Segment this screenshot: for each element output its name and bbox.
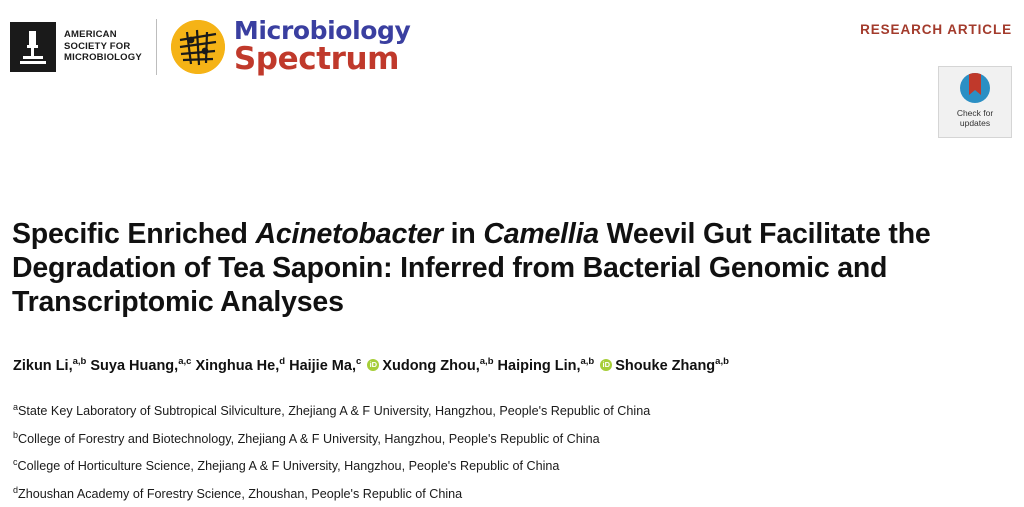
author-name-text: Xudong Zhou, [382, 357, 480, 374]
title-segment: Specific Enriched [12, 218, 256, 251]
affiliation-marker: c [13, 457, 18, 468]
journal-logo-word-spectrum: Spectrum [233, 41, 400, 77]
spectrum-emblem-icon [171, 20, 225, 74]
microscope-icon [10, 22, 56, 72]
author-name-text: Shouke Zhang [615, 357, 716, 374]
author-name-text: Xinghua He, [195, 357, 280, 374]
affiliation-marker: a [13, 402, 19, 412]
article-type-label: RESEARCH ARTICLE [860, 22, 1012, 37]
asm-logo-line1: AMERICAN [64, 29, 117, 41]
author-name-text: Haiping Lin, [497, 357, 581, 374]
author-affiliation-marker: a,b [715, 356, 729, 367]
affiliation-marker: b [13, 429, 19, 440]
author-name[interactable] [289, 358, 361, 374]
author-name[interactable] [195, 358, 285, 374]
author-list [13, 352, 1013, 376]
author-affiliation-marker: a,b [72, 356, 87, 367]
author-name-text: Zikun Li, [13, 357, 73, 374]
author-name[interactable] [13, 358, 86, 374]
affiliation-item [13, 396, 1013, 424]
crossmark-label-line2: updates [959, 118, 991, 128]
author-affiliation-marker: a,b [580, 356, 595, 367]
affiliation-text: State Key Laboratory of Subtropical Silviculture, Zhejiang A & F University, Hangzhou, People's Republic of China [18, 404, 651, 419]
journal-logo-text [234, 18, 411, 75]
affiliation-text: Zhoushan Academy of Forestry Science, Zhoushan, People's Republic of China [18, 487, 463, 502]
title-segment: Weevil Gut Facilitate the Degradation of Tea Saponin: Inferred from Bacterial Genomic and Transcriptomic Analyses [12, 218, 931, 319]
affiliation-text: College of Horticulture Science, Zhejiang A & F University, Hangzhou, People's Republic of China [17, 459, 560, 474]
author-name[interactable] [498, 358, 595, 374]
page-title [12, 217, 1012, 319]
asm-logo-line2: SOCIETY FOR [64, 40, 131, 52]
author-affiliation-marker: c [355, 356, 362, 367]
author-affiliation-marker: a,c [178, 356, 192, 367]
affiliation-list [13, 396, 1013, 507]
journal-logo-word-microbiology: Microbiology [233, 16, 411, 45]
author-name[interactable] [382, 358, 493, 374]
crossmark-label-line1: Check for [956, 108, 994, 118]
affiliation-text: College of Forestry and Biotechnology, Zhejiang A & F University, Hangzhou, People's Republic of China [18, 431, 600, 446]
author-affiliation-marker: a,b [479, 356, 494, 367]
title-segment: Acinetobacter [255, 218, 443, 251]
asm-logo-text [64, 29, 142, 64]
affiliation-marker: d [13, 485, 19, 496]
author-affiliation-marker: d [279, 356, 286, 367]
author-name[interactable] [615, 358, 729, 374]
asm-logo-line3: MICROBIOLOGY [64, 52, 142, 64]
author-name-text: Haijie Ma, [289, 357, 356, 374]
title-segment: Camellia [483, 218, 599, 251]
journal-logo[interactable] [171, 18, 411, 75]
author-name-text: Suya Huang, [90, 357, 179, 374]
affiliation-item [13, 424, 1013, 452]
asm-logo[interactable] [10, 19, 157, 75]
crossmark-badge[interactable] [938, 66, 1012, 138]
crossmark-icon [960, 73, 990, 103]
orcid-icon[interactable] [367, 359, 379, 371]
publisher-logo-group [10, 18, 410, 75]
article-header [0, 0, 1024, 160]
affiliation-item [13, 451, 1013, 479]
crossmark-label [957, 108, 993, 128]
title-segment: in [442, 218, 484, 251]
orcid-icon[interactable] [600, 359, 612, 371]
author-name[interactable] [90, 358, 191, 374]
